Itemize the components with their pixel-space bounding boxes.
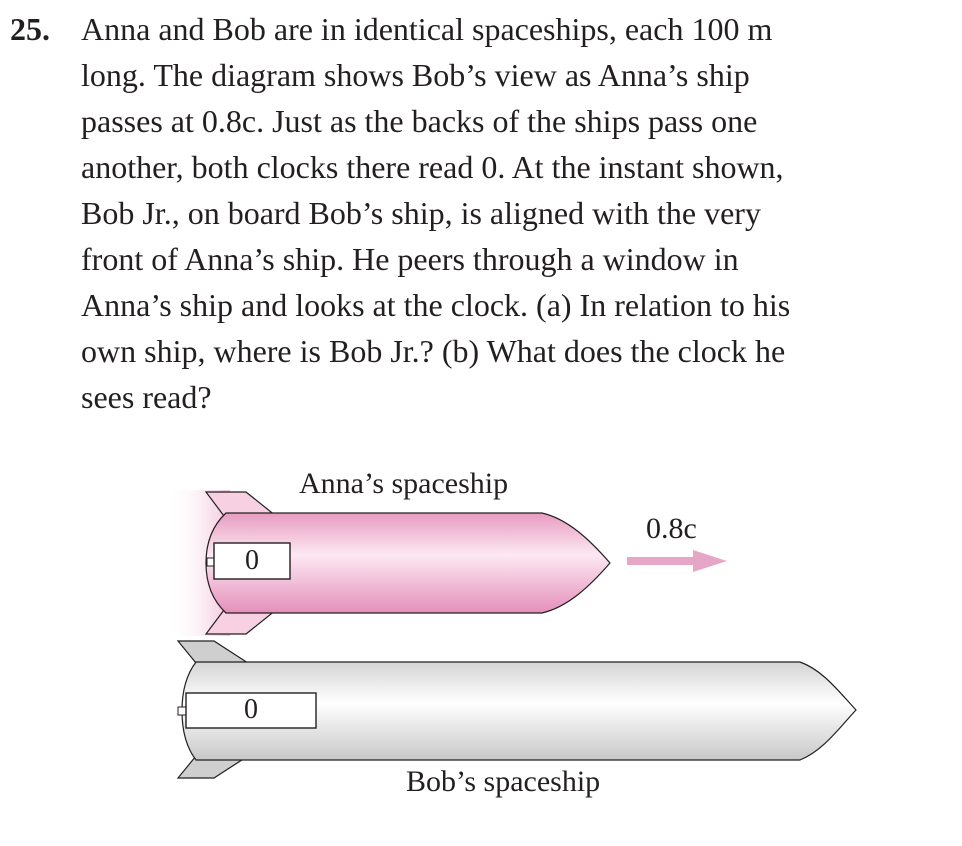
problem-line-1: Anna and Bob are in identical spaceships, each 100 m <box>81 11 773 47</box>
problem-line-7: Anna’s ship and looks at the clock. (a) In relation to his <box>81 287 791 323</box>
anna-clock-stem <box>207 558 214 566</box>
bob-clock-reading: 0 <box>244 694 258 725</box>
problem-number: 25. <box>10 11 50 47</box>
problem-line-6: front of Anna’s ship. He peers through a window in <box>81 241 739 277</box>
problem-line-5: Bob Jr., on board Bob’s ship, is aligned with the very <box>81 195 761 231</box>
velocity-arrow <box>627 550 727 572</box>
problem-line-2: long. The diagram shows Bob’s view as Anna’s ship <box>81 57 750 93</box>
problem-line-8: own ship, where is Bob Jr.? (b) What does the clock he <box>81 333 786 369</box>
velocity-text: 0.8c <box>646 512 697 545</box>
velocity-label <box>646 512 697 546</box>
problem-line-9: sees read? <box>81 379 212 415</box>
bob-top-fin <box>178 641 248 663</box>
bob-clock-stem <box>178 707 186 715</box>
problem-line-4: another, both clocks there read 0. At the instant shown, <box>81 149 784 185</box>
anna-spaceship-label: Anna’s spaceship <box>299 467 509 500</box>
spaceship-diagram <box>0 450 962 846</box>
bob-spaceship-label: Bob’s spaceship <box>406 765 601 798</box>
problem-line-3: passes at 0.8c. Just as the backs of the ships pass one <box>81 103 758 139</box>
problem-statement <box>81 6 941 420</box>
anna-clock-reading: 0 <box>245 545 259 576</box>
